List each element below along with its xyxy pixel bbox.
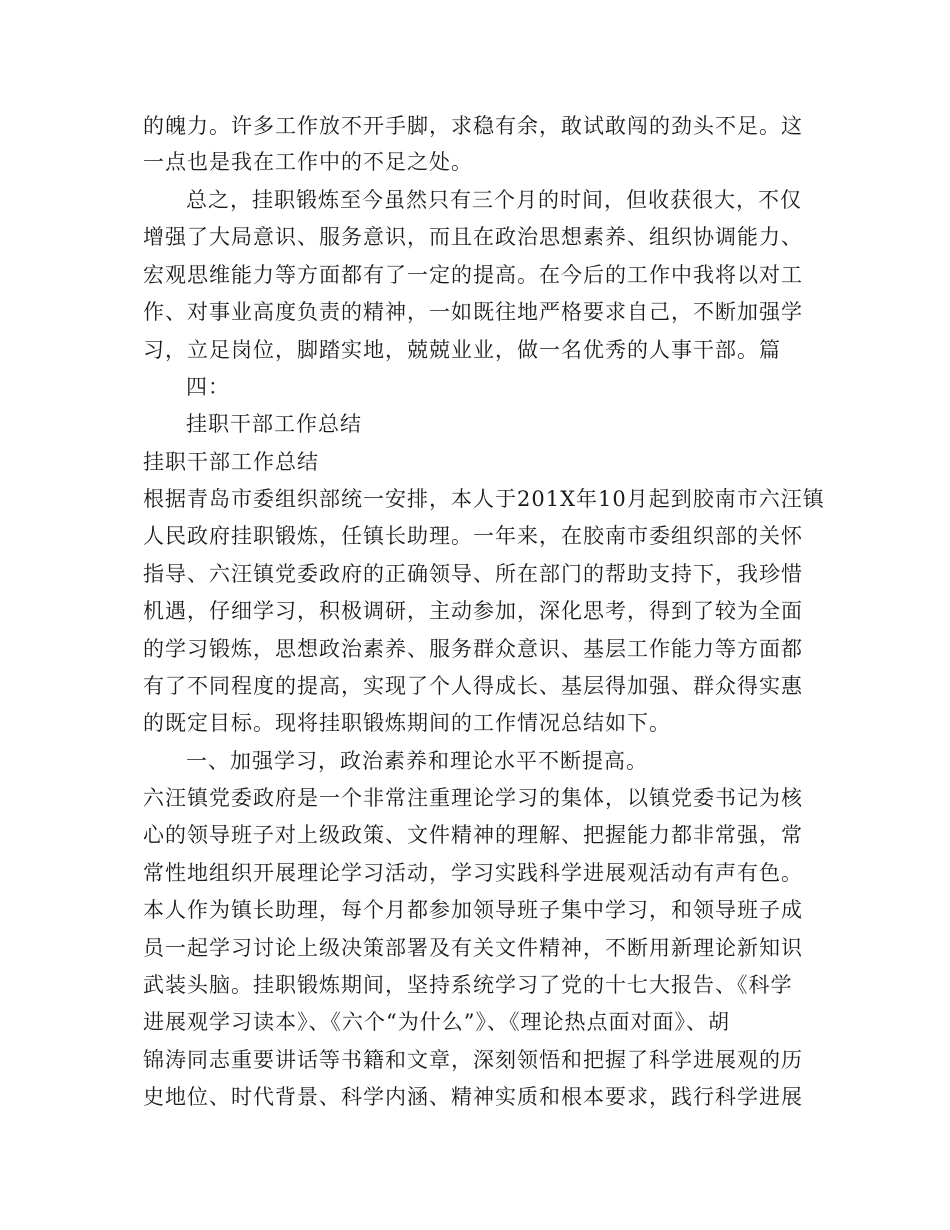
paragraph-start-line: 根据青岛市委组织部统一安排，本人于201X年10月起到胶南市六汪镇: [143, 487, 825, 511]
paragraph-start-line: 总之，挂职锻炼至今虽然只有三个月的时间，但收获很大，不仅: [186, 188, 802, 212]
text-line: 增强了大局意识、服务意识，而且在政治思想素养、组织协调能力、: [143, 225, 803, 249]
text-line: 一点也是我在工作中的不足之处。: [143, 150, 473, 174]
text-line: 锦涛同志重要讲话等书籍和文章，深刻领悟和把握了科学进展观的历: [143, 1048, 803, 1072]
text-line: 指导、六汪镇党委政府的正确领导、所在部门的帮助支持下，我珍惜: [143, 562, 803, 586]
text-line: 武装头脑。挂职锻炼期间，坚持系统学习了党的十七大报告、《科学: [143, 973, 793, 997]
text-line: 心的领导班子对上级政策、文件精神的理解、把握能力都非常强，常: [143, 823, 803, 847]
text-line: 宏观思维能力等方面都有了一定的提高。在今后的工作中我将以对工: [143, 263, 803, 287]
section-number: 四：: [186, 375, 230, 399]
text-line: 有了不同程度的提高，实现了个人得成长、基层得加强、群众得实惠: [143, 674, 803, 698]
text-line: 的魄力。许多工作放不开手脚，求稳有余，敢试敢闯的劲头不足。这: [143, 114, 803, 138]
section-heading: 一、加强学习，政治素养和理论水平不断提高。: [186, 749, 648, 773]
text-line: 史地位、时代背景、科学内涵、精神实质和根本要求，践行科学进展: [143, 1085, 803, 1109]
document-title: 挂职干部工作总结: [143, 450, 319, 474]
text-line: 的学习锻炼，思想政治素养、服务群众意识、基层工作能力等方面都: [143, 637, 803, 661]
text-line: 人民政府挂职锻炼，任镇长助理。一年来，在胶南市委组织部的关怀: [143, 524, 803, 548]
paragraph-start-line: 六汪镇党委政府是一个非常注重理论学习的集体，以镇党委书记为核: [143, 786, 803, 810]
section-title: 挂职干部工作总结: [186, 412, 362, 436]
text-line: 机遇，仔细学习，积极调研，主动参加，深化思考，得到了较为全面: [143, 599, 803, 623]
text-line: 进展观学习读本》、《六个“为什么”》、《理论热点面对面》、胡: [143, 1010, 730, 1034]
text-line: 习，立足岗位，脚踏实地，兢兢业业，做一名优秀的人事干部。篇: [143, 338, 781, 362]
text-line: 本人作为镇长助理，每个月都参加领导班子集中学习，和领导班子成: [143, 898, 803, 922]
text-line: 员一起学习讨论上级决策部署及有关文件精神，不断用新理论新知识: [143, 936, 803, 960]
text-line: 常性地组织开展理论学习活动，学习实践科学进展观活动有声有色。: [143, 861, 803, 885]
text-line: 的既定目标。现将挂职锻炼期间的工作情况总结如下。: [143, 711, 671, 735]
text-line: 作、对事业高度负责的精神，一如既往地严格要求自己，不断加强学: [143, 300, 803, 324]
